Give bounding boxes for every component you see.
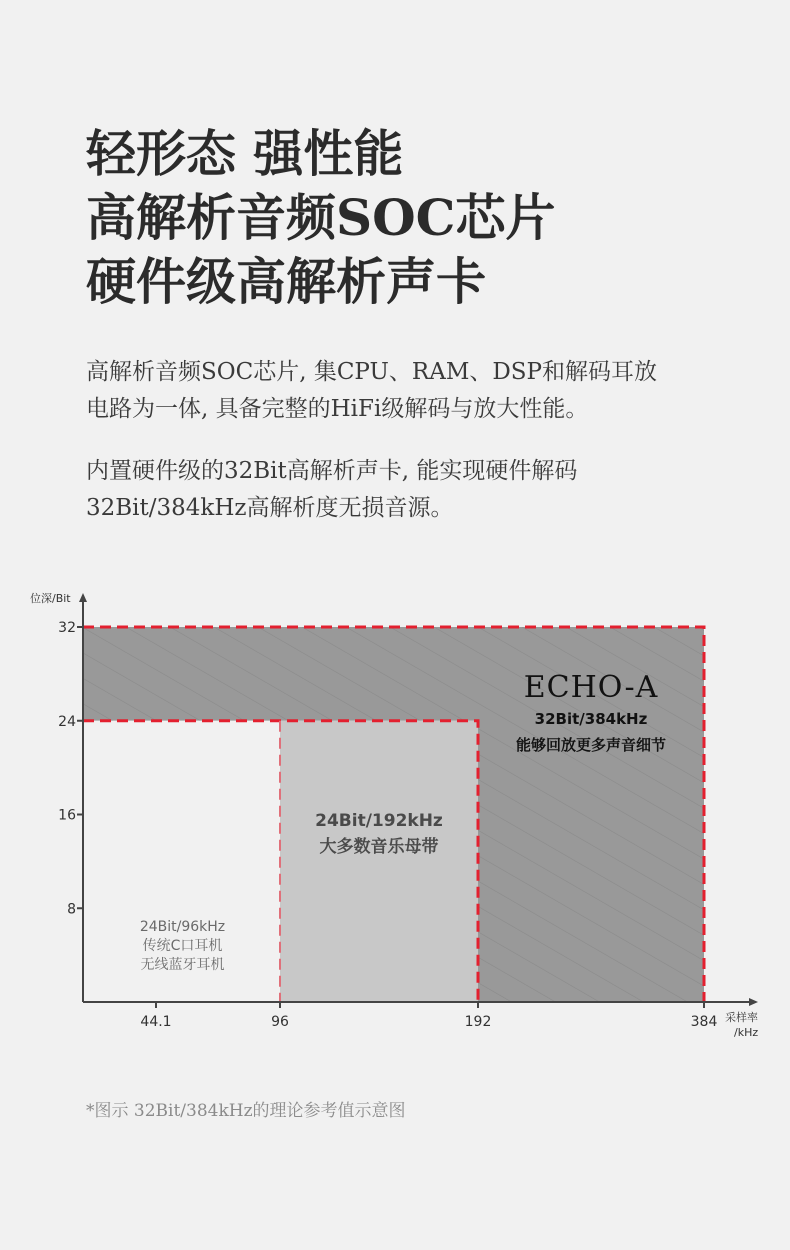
paragraph-soundcard <box>86 453 726 527</box>
headline <box>86 122 555 314</box>
paragraph-soc-line-2: 电路为一体, 具备完整的HiFi级解码与放大性能。 <box>86 396 589 422</box>
bit-depth-sample-rate-chart <box>0 580 790 1060</box>
x-tick-label: 44.1 <box>140 1014 172 1030</box>
headline-line-3: 硬件级高解析声卡 <box>86 252 486 311</box>
headline-line-1: 轻形态 强性能 <box>86 124 404 183</box>
x-tick-label: 96 <box>271 1014 289 1030</box>
paragraph-soundcard-line-1: 内置硬件级的32Bit高解析声卡, 能实现硬件解码 <box>86 458 578 484</box>
region-96khz-label: 传统C口耳机 <box>142 938 223 954</box>
y-tick-label: 8 <box>67 901 76 918</box>
region-96khz-label: 24Bit/96kHz <box>139 919 226 935</box>
x-axis-title-line-1: 采样率 <box>725 1011 758 1024</box>
echo-a-brand-label: ECHO-A <box>523 670 659 705</box>
headline-line-2: 高解析音频SOC芯片 <box>86 188 556 247</box>
footnote: *图示 32Bit/384kHz的理论参考值示意图 <box>86 1101 406 1121</box>
y-tick-label: 24 <box>58 713 76 730</box>
y-tick-label: 16 <box>58 807 76 824</box>
x-tick-label: 192 <box>464 1014 492 1030</box>
region-192khz-label: 大多数音乐母带 <box>319 837 439 857</box>
y-axis-arrow-icon <box>79 593 87 602</box>
y-axis-title: 位深/Bit <box>30 592 71 605</box>
region-96khz-label: 无线蓝牙耳机 <box>140 957 225 973</box>
paragraph-soc-line-1: 高解析音频SOC芯片, 集CPU、RAM、DSP和解码耳放 <box>86 359 658 385</box>
chart-svg <box>0 580 790 1060</box>
region-192khz-label: 24Bit/192kHz <box>315 811 443 831</box>
x-axis-title-line-2: /kHz <box>734 1026 759 1039</box>
x-tick-label: 384 <box>690 1014 718 1030</box>
x-axis-arrow-icon <box>749 998 758 1006</box>
region-384khz-label: 32Bit/384kHz <box>534 710 648 728</box>
region-24bit-192khz <box>280 721 478 1002</box>
paragraph-soc <box>86 354 726 428</box>
y-tick-label: 32 <box>58 620 76 636</box>
paragraph-soundcard-line-2: 32Bit/384kHz高解析度无损音源。 <box>86 495 454 521</box>
region-384khz-label: 能够回放更多声音细节 <box>515 736 667 754</box>
